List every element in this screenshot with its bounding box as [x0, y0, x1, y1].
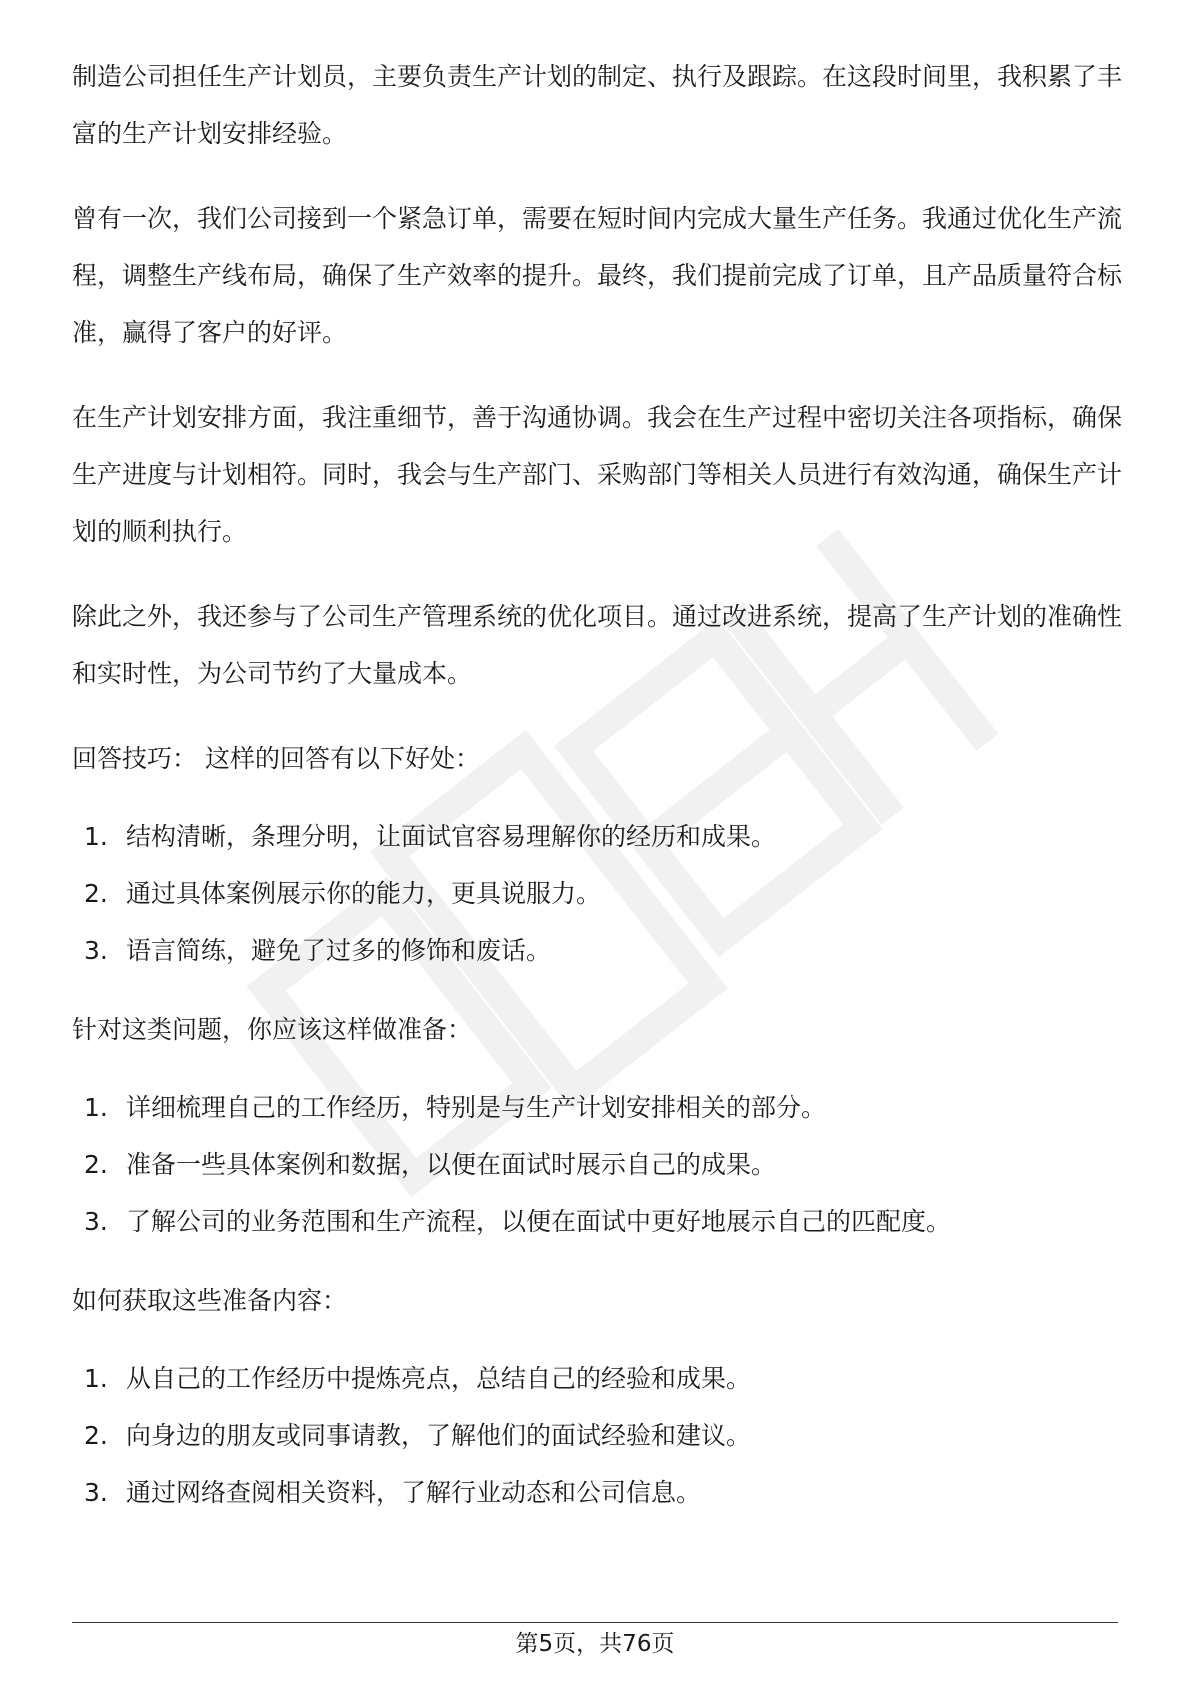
- list-item-text: 通过网络查阅相关资料，了解行业动态和公司信息。: [126, 1478, 702, 1507]
- list-item-text: 从自己的工作经历中提炼亮点，总结自己的经验和成果。: [126, 1364, 752, 1393]
- tips-heading: 回答技巧： 这样的回答有以下好处：: [72, 744, 480, 773]
- paragraph-planning-approach: 在生产计划安排方面，我注重细节，善于沟通协调。我会在生产过程中密切关注各项指标，确保生产进度与计划相符。同时，我会与生产部门、采购部门等相关人员进行有效沟通，确保生产计划的顺利执行。: [72, 403, 1123, 546]
- paragraph-system-project: 除此之外，我还参与了公司生产管理系统的优化项目。通过改进系统，提高了生产计划的准确性和实时性，为公司节约了大量成本。: [72, 602, 1123, 688]
- list-item-number: 2.: [84, 879, 108, 908]
- list-item: [72, 865, 1122, 922]
- list-item: [72, 1136, 1122, 1193]
- list-item-text: 详细梳理自己的工作经历，特别是与生产计划安排相关的部分。: [126, 1093, 827, 1122]
- list-item-text: 语言简练，避免了过多的修饰和废话。: [126, 936, 552, 965]
- list-item-number: 2.: [84, 1150, 108, 1179]
- list-item-text: 向身边的朋友或同事请教，了解他们的面试经验和建议。: [126, 1421, 752, 1450]
- list-item-text: 准备一些具体案例和数据，以便在面试时展示自己的成果。: [126, 1150, 777, 1179]
- list-item: [72, 808, 1122, 865]
- list-item-number: 3.: [84, 1207, 108, 1236]
- list-item-number: 1.: [84, 1093, 108, 1122]
- list-item-number: 3.: [84, 936, 108, 965]
- list-item-text: 了解公司的业务范围和生产流程，以便在面试中更好地展示自己的匹配度。: [126, 1207, 952, 1236]
- prepare-list: [72, 1079, 1122, 1250]
- list-item-number: 2.: [84, 1421, 108, 1450]
- obtain-list: [72, 1350, 1122, 1521]
- list-item: [72, 922, 1122, 979]
- paragraph-experience: 制造公司担任生产计划员，主要负责生产计划的制定、执行及跟踪。在这段时间里，我积累了丰富的生产计划安排经验。: [72, 62, 1123, 148]
- tips-list: [72, 808, 1122, 979]
- page-number: 第5页，共76页: [515, 1631, 675, 1657]
- list-item: [72, 1407, 1122, 1464]
- list-item-text: 通过具体案例展示你的能力，更具说服力。: [126, 879, 602, 908]
- footer-divider: [72, 1622, 1118, 1623]
- list-item-number: 1.: [84, 1364, 108, 1393]
- list-item: [72, 1193, 1122, 1250]
- obtain-heading: 如何获取这些准备内容：: [72, 1286, 348, 1315]
- list-item-number: 1.: [84, 822, 108, 851]
- list-item-number: 3.: [84, 1478, 108, 1507]
- list-item-text: 结构清晰，条理分明，让面试官容易理解你的经历和成果。: [126, 822, 777, 851]
- document-body: [72, 48, 1122, 1543]
- list-item: [72, 1079, 1122, 1136]
- list-item: [72, 1350, 1122, 1407]
- prepare-heading: 针对这类问题，你应该这样做准备：: [72, 1015, 473, 1044]
- paragraph-urgent-order: 曾有一次，我们公司接到一个紧急订单，需要在短时间内完成大量生产任务。我通过优化生产流程，调整生产线布局，确保了生产效率的提升。最终，我们提前完成了订单，且产品质量符合标准，赢得了客户的好评。: [72, 204, 1123, 347]
- list-item: [72, 1464, 1122, 1521]
